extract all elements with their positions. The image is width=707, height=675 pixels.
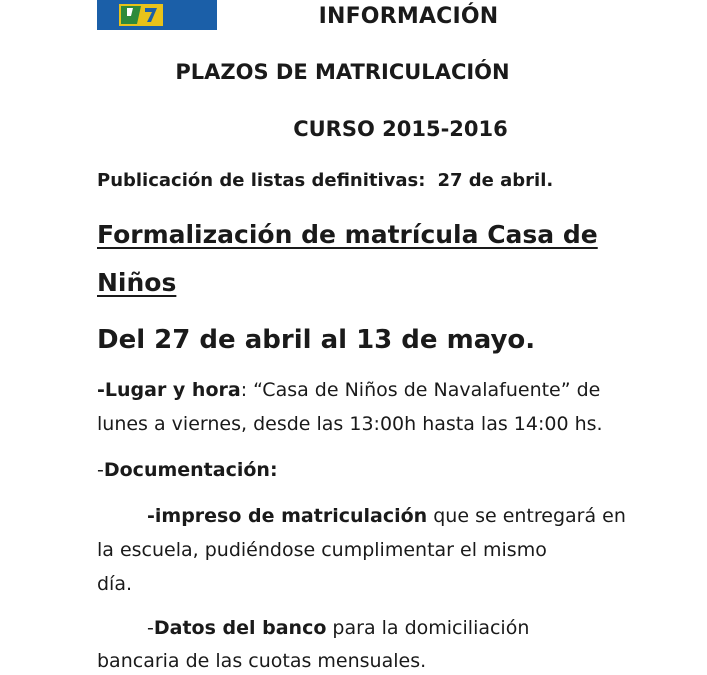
doc-item1-line2: la escuela, pudiéndose cumplimentar el mismo: [97, 539, 547, 561]
doc-item1-bold: -impreso de matriculación: [147, 505, 428, 527]
doc-item1-line1: [147, 507, 626, 526]
doc-item2-text: para la domiciliación: [326, 617, 530, 639]
place-text1: : “Casa de Niños de Navalafuente” de: [240, 379, 601, 401]
doc-item1-text: que se entregará en: [427, 505, 626, 527]
doc-item2-bold: Datos del banco: [153, 617, 327, 639]
doc-item1-line3: día.: [97, 573, 133, 595]
publication-date: 27 de abril.: [437, 170, 554, 191]
formalization-heading-line1: Formalización de matrícula Casa de: [97, 220, 598, 249]
publication-label: Publicación de listas definitivas:: [97, 170, 426, 191]
page-title: INFORMACIÓN: [318, 4, 499, 29]
publication-line: [97, 172, 553, 190]
course-year: CURSO 2015-2016: [293, 117, 508, 141]
place-line2: lunes a viernes, desde las 13:00h hasta las 14:00 hs.: [97, 413, 603, 435]
doc-item2-line2: bancaria de las cuotas mensuales.: [97, 650, 427, 672]
formalization-heading-line2: Niños: [97, 268, 177, 297]
doc-item2-prefix: -: [147, 617, 154, 639]
place-line1: [97, 381, 600, 400]
page-subtitle: PLAZOS DE MATRICULACIÓN: [175, 60, 510, 84]
documentation-heading: [97, 461, 278, 480]
place-label: -Lugar y hora: [97, 379, 241, 401]
doc-item2-line1: [147, 619, 529, 638]
documentation-label: Documentación:: [103, 459, 278, 481]
documentation-prefix: -: [97, 459, 104, 481]
enrollment-dates: Del 27 de abril al 13 de mayo.: [97, 325, 536, 355]
